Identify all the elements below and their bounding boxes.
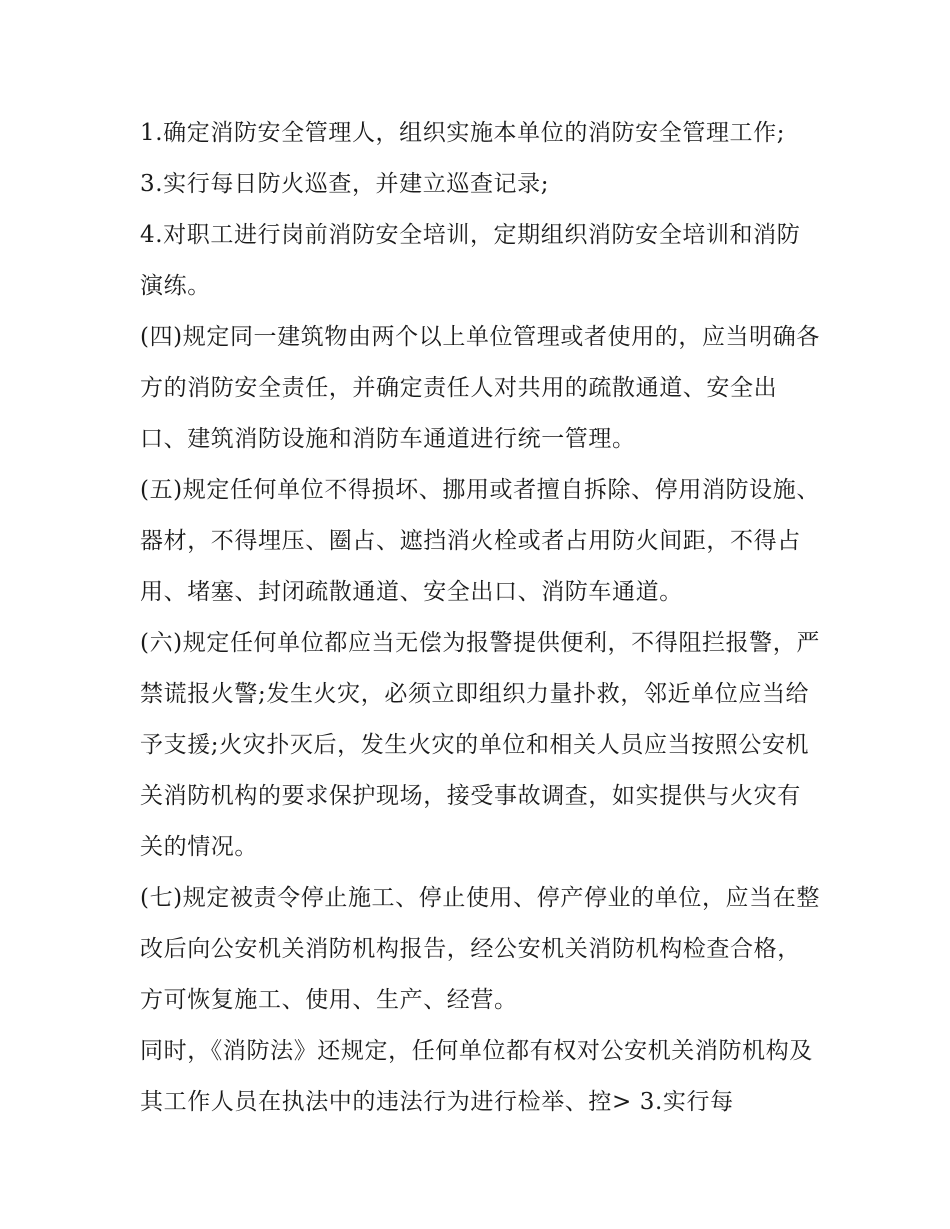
paragraph-item-4: 4.对职工进行岗前消防安全培训，定期组织消防安全培训和消防演练。 xyxy=(140,222,801,299)
paragraph-section-4: (四)规定同一建筑物由两个以上单位管理或者使用的，应当明确各方的消防安全责任，并确定责任人对共用的疏散通道、安全出口、建筑消防设施和消防车通道进行统一管理。 xyxy=(140,324,820,452)
paragraph-item-3: 3.实行每日防火巡查，并建立巡查记录; xyxy=(140,171,550,197)
document-body xyxy=(140,108,820,1128)
paragraph-section-6: (六)规定任何单位都应当无偿为报警提供便利，不得阻拦报警，严禁谎报火警;发生火灾，必须立即组织力量扑救，邻近单位应当给予支援;火灾扑灭后，发生火灾的单位和相关人员应当按照公安机关消防机构的要求保护现场，接受事故调查，如实提供与火灾有关的情况。 xyxy=(140,630,820,860)
paragraph-section-5: (五)规定任何单位不得损坏、挪用或者擅自拆除、停用消防设施、器材，不得埋压、圈占、遮挡消火栓或者占用防火间距，不得占用、堵塞、封闭疏散通道、安全出口、消防车通道。 xyxy=(140,477,820,605)
paragraph-item-1: 1.确定消防安全管理人，组织实施本单位的消防安全管理工作; xyxy=(140,120,786,146)
paragraph-section-7: (七)规定被责令停止施工、停止使用、停产停业的单位，应当在整改后向公安机关消防机构报告，经公安机关消防机构检查合格，方可恢复施工、使用、生产、经营。 xyxy=(140,885,820,1013)
paragraph-summary: 同时，《消防法》还规定，任何单位都有权对公安机关消防机构及其工作人员在执法中的违法行为进行检举、控> 3.实行每 xyxy=(140,1038,813,1115)
